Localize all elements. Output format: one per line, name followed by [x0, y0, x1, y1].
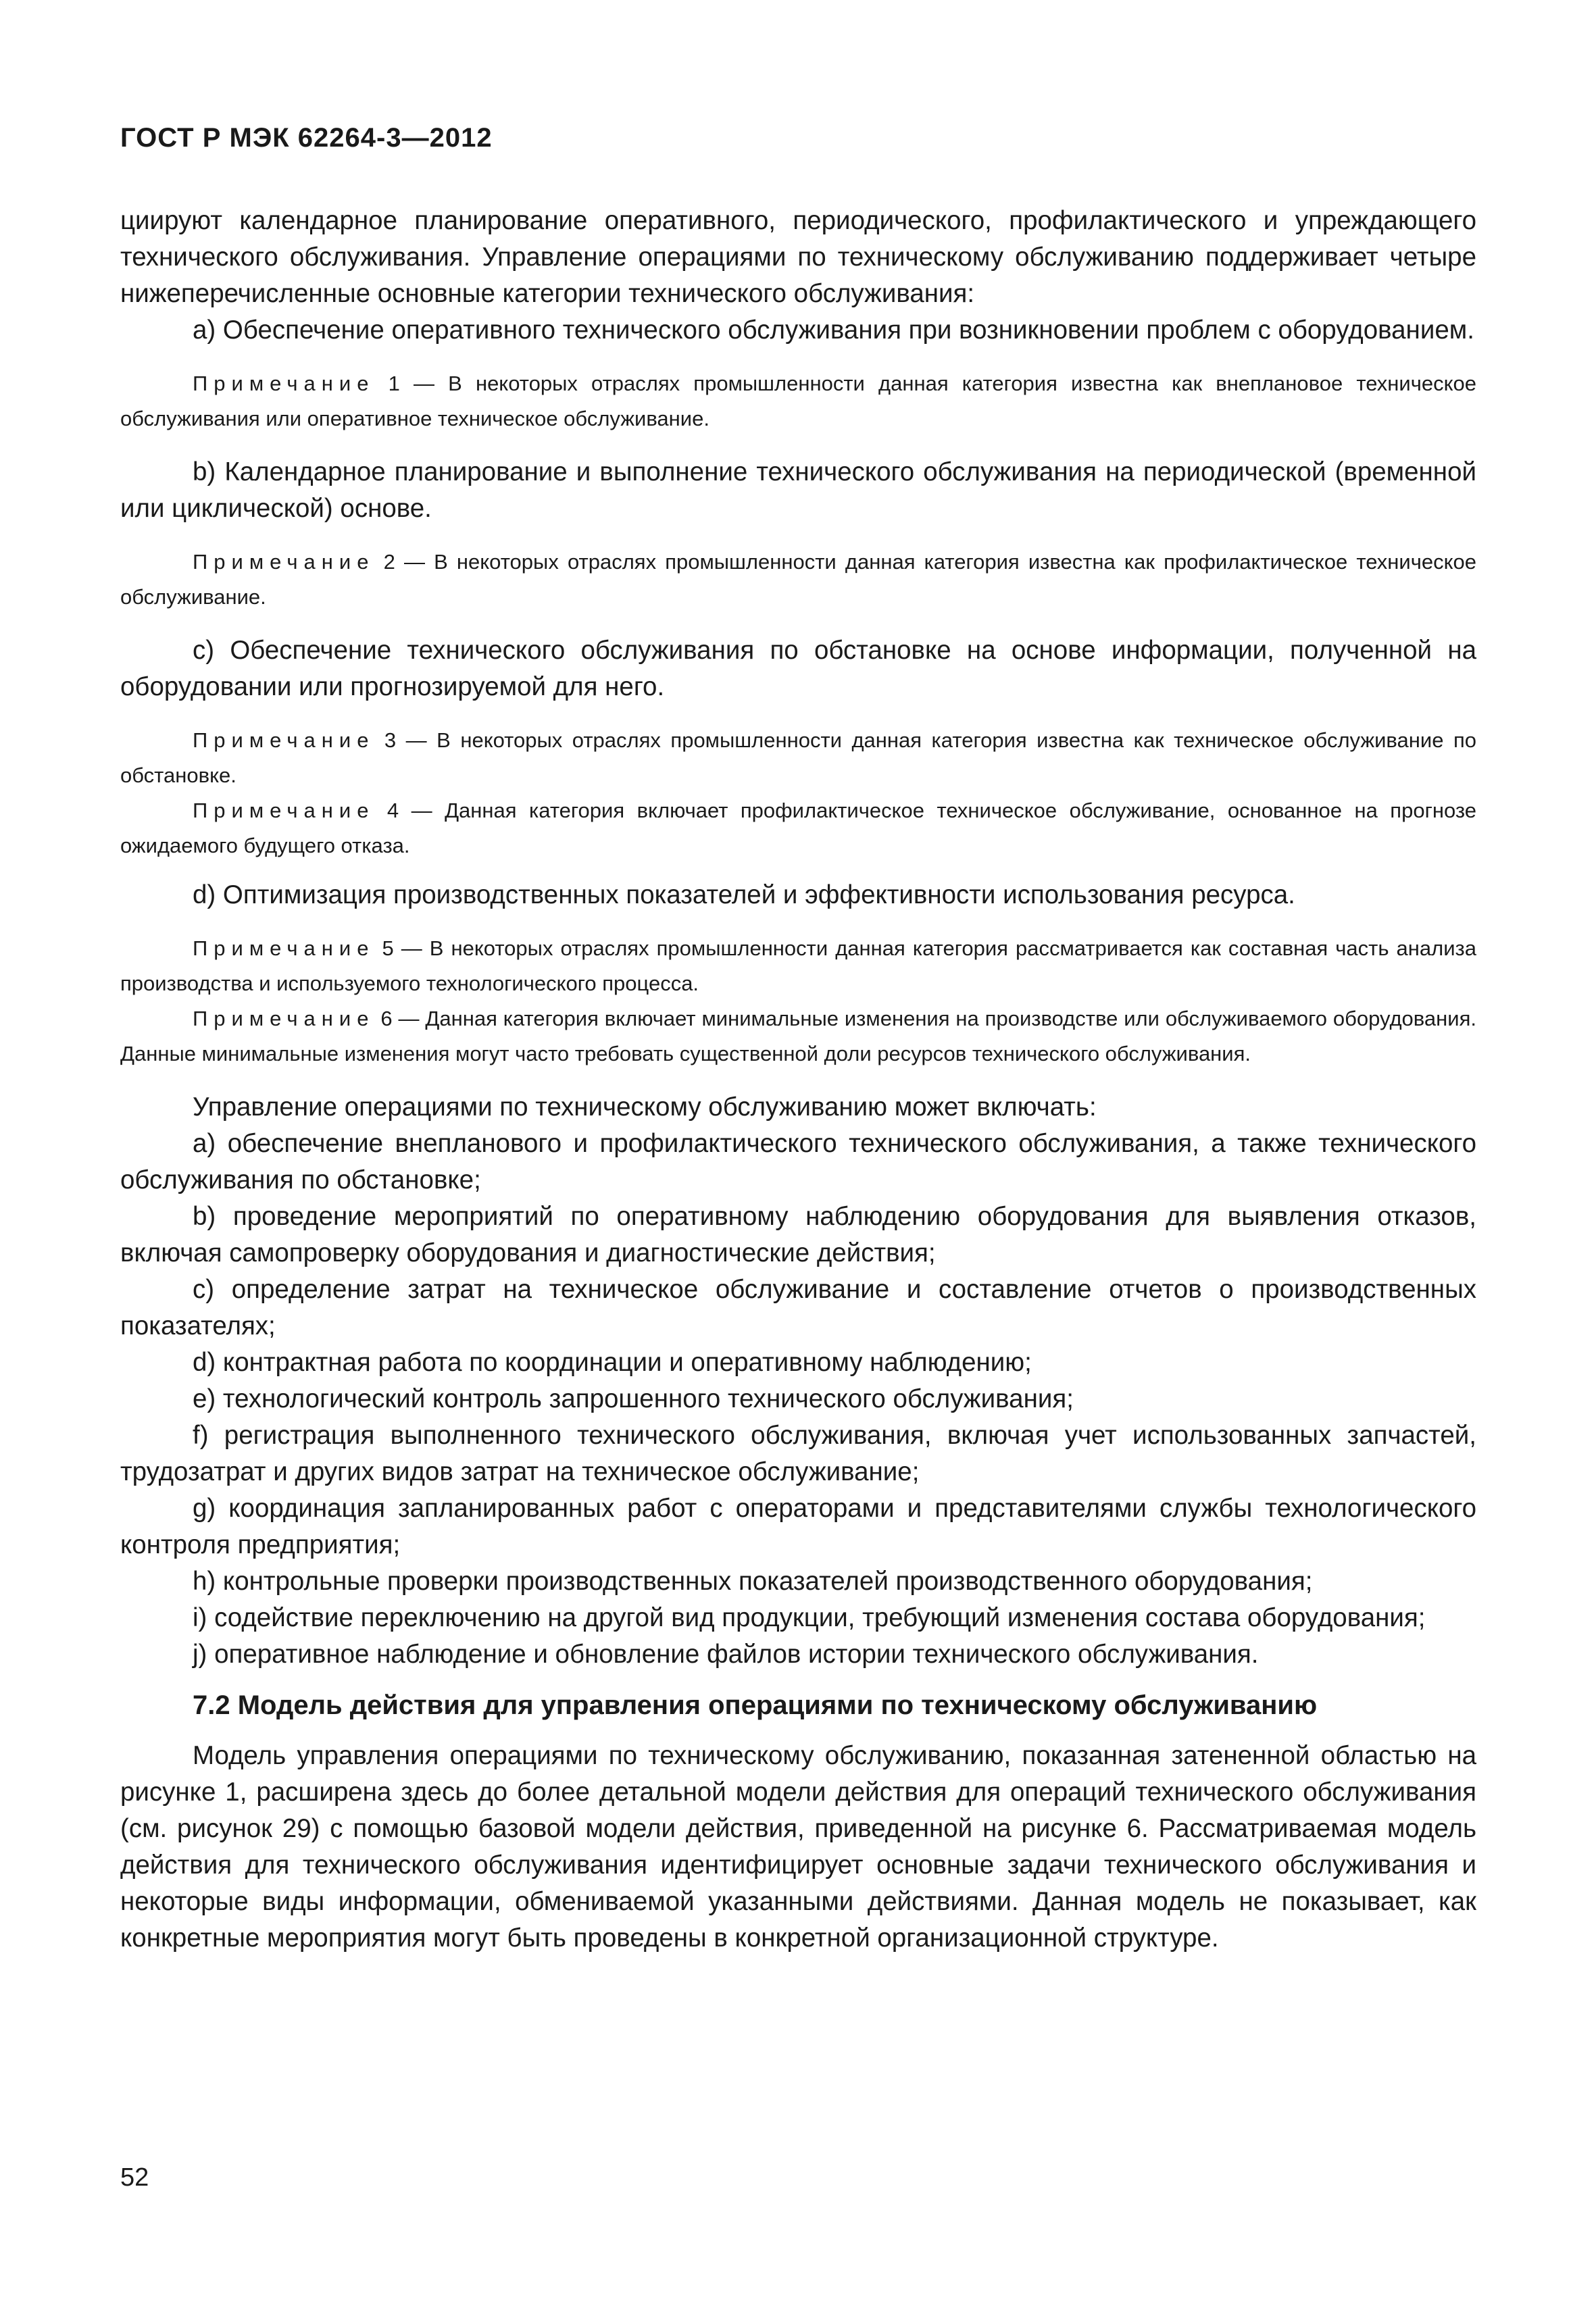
list-item: d) контрактная работа по координации и оперативному наблюдению;	[193, 1348, 1032, 1377]
note-1-text: 1 — В некоторых отраслях промышленности данная категория известна как внеплановое техническое обслуживания или оперативное техническое обслуживание.	[120, 372, 1476, 430]
list-item: b) проведение мероприятий по оперативному наблюдению оборудования для выявления отказов, включая самопроверку оборудования и диагностические действия;	[120, 1202, 1476, 1267]
note-1-label: Примечание	[193, 372, 375, 395]
note-6-label: Примечание	[193, 1007, 375, 1030]
document-body	[120, 203, 1476, 1957]
note-6-text: 6 — Данная категория включает минимальные изменения на производстве или обслуживаемого оборудования. Данные минимальные изменения могут часто требовать существенной доли ресурсов технического обслуживания.	[120, 1007, 1476, 1065]
list-item: c) определение затрат на техническое обслуживание и составление отчетов о производственных показателях;	[120, 1275, 1476, 1340]
note-4-label: Примечание	[193, 799, 375, 822]
list-item: a) обеспечение внепланового и профилактического технического обслуживания, а также технического обслуживания по обстановке;	[120, 1129, 1476, 1194]
list-item: g) координация запланированных работ с операторами и представителями службы технологического контроля предприятия;	[120, 1494, 1476, 1559]
page-number: 52	[120, 2163, 149, 2192]
note-4	[120, 793, 1476, 863]
list-item: j) оперативное наблюдение и обновление файлов истории технического обслуживания.	[193, 1640, 1259, 1669]
category-c: c) Обеспечение технического обслуживания по обстановке на основе информации, полученной на оборудовании или прогнозируемой для него.	[120, 636, 1476, 701]
document-header: ГОСТ Р МЭК 62264-3—2012	[120, 123, 493, 153]
note-5-label: Примечание	[193, 936, 375, 960]
note-1	[120, 366, 1476, 436]
list-item: f) регистрация выполненного технического обслуживания, включая учет использованных запчастей, трудозатрат и других видов затрат на техническое обслуживание;	[120, 1421, 1476, 1486]
list-item: i) содействие переключению на другой вид продукции, требующий изменения состава оборудования;	[193, 1603, 1426, 1632]
note-5-text: 5 — В некоторых отраслях промышленности данная категория рассматривается как составная часть анализа производства и используемого технологического процесса.	[120, 936, 1476, 995]
list-item: h) контрольные проверки производственных показателей производственного оборудования;	[193, 1567, 1313, 1596]
note-3	[120, 723, 1476, 793]
list-intro: Управление операциями по техническому обслуживанию может включать:	[193, 1092, 1097, 1122]
note-2-label: Примечание	[193, 550, 375, 574]
note-5	[120, 931, 1476, 1001]
category-d: d) Оптимизация производственных показателей и эффективности использования ресурса.	[193, 880, 1295, 909]
note-2	[120, 545, 1476, 615]
note-6	[120, 1001, 1476, 1072]
note-3-text: 3 — В некоторых отраслях промышленности данная категория известна как техническое обслуживание по обстановке.	[120, 728, 1476, 787]
list-item: e) технологический контроль запрошенного технического обслуживания;	[193, 1384, 1074, 1413]
section-paragraph: Модель управления операциями по техническому обслуживанию, показанная затененной областью на рисунке 1, расширена здесь до более детальной модели действия для операций технического обслуживания (см. рисунок 29) с помощью базовой модели действия, приведенной на рисунке 6. Рассматриваемая модель действия для технического обслуживания идентифицирует основные задачи технического обслуживания и некоторые виды информации, обмениваемой указанными действиями. Данная модель не показывает, как конкретные мероприятия могут быть проведены в конкретной организационной структуре.	[120, 1741, 1476, 1953]
note-3-label: Примечание	[193, 728, 375, 752]
section-heading: 7.2 Модель действия для управления операциями по техническому обслуживанию	[193, 1690, 1318, 1720]
note-2-text: 2 — В некоторых отраслях промышленности данная категория известна как профилактическое техническое обслуживание.	[120, 550, 1476, 609]
category-a: a) Обеспечение оперативного технического обслуживания при возникновении проблем с оборудованием.	[193, 316, 1474, 345]
category-b: b) Календарное планирование и выполнение технического обслуживания на периодической (временной или циклической) основе.	[120, 457, 1476, 523]
intro-paragraph: циируют календарное планирование оперативного, периодического, профилактического и упреждающего технического обслуживания. Управление операциями по техническому обслуживанию поддерживает четыре нижеперечисленные основные категории технического обслуживания:	[120, 206, 1476, 308]
note-4-text: 4 — Данная категория включает профилактическое техническое обслуживание, основанное на прогнозе ожидаемого будущего отказа.	[120, 799, 1476, 857]
